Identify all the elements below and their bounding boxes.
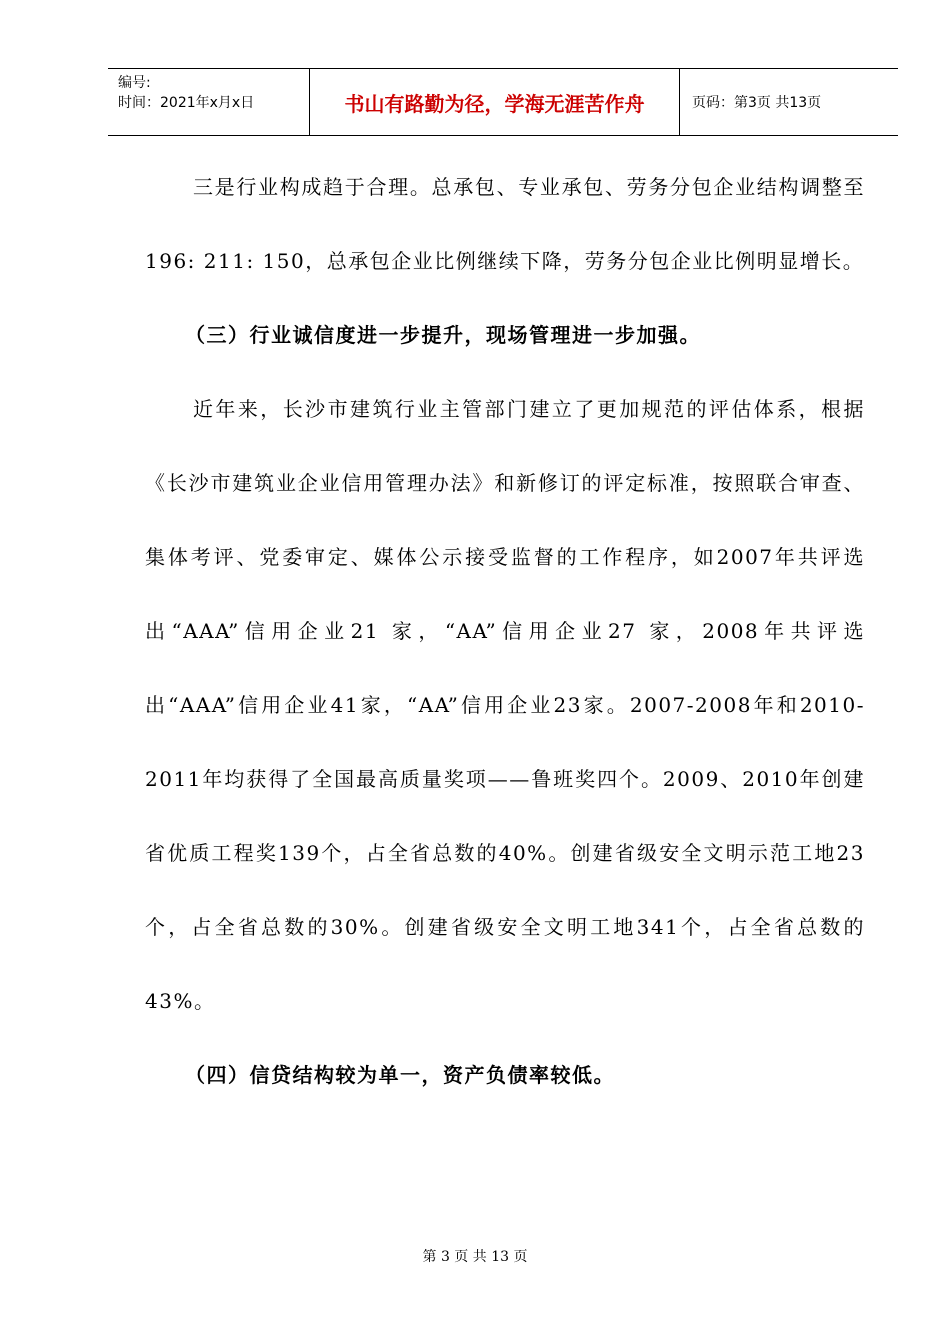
header-meta (108, 69, 310, 135)
paragraph-industry-structure: 三是行业构成趋于合理。总承包、专业承包、劳务分包企业结构调整至196: 211: 150，总承包企业比例继续下降，劳务分包企业比例明显增长。 (145, 175, 865, 273)
header-motto: 书山有路勤为径，学海无涯苦作舟 (310, 69, 680, 135)
section-heading-3: （三）行业诚信度进一步提升，现场管理进一步加强。 (185, 323, 701, 347)
section-heading-4: （四）信贷结构较为单一，资产负债率较低。 (185, 1063, 615, 1087)
document-number-label: 编号: (118, 75, 151, 91)
header-page-code: 页码：第3页 共13页 (692, 95, 822, 111)
document-time-label: 时间：2021年x月x日 (118, 95, 255, 111)
page-header (108, 68, 898, 136)
document-body (145, 150, 865, 1112)
paragraph-credit-management: 近年来，长沙市建筑行业主管部门建立了更加规范的评估体系，根据《长沙市建筑业企业信用管理办法》和新修订的评定标准，按照联合审查、集体考评、党委审定、媒体公示接受监督的工作程序，如2007年共评选出“AAA”信用企业21 家，“AA”信用企业27 家，2008年共评选出“AAA”信用企业41家，“AA”信用企业23家。2007-2008年和2010-2011年均获得了全国最高质量奖项——鲁班奖四个。2009、2010年创建省优质工程奖139个，占全省总数的40%。创建省级安全文明示范工地23个，占全省总数的30%。创建省级安全文明工地341个，占全省总数的43%。 (145, 397, 865, 1013)
page-footer: 第 3 页 共 13 页 (422, 1249, 528, 1265)
